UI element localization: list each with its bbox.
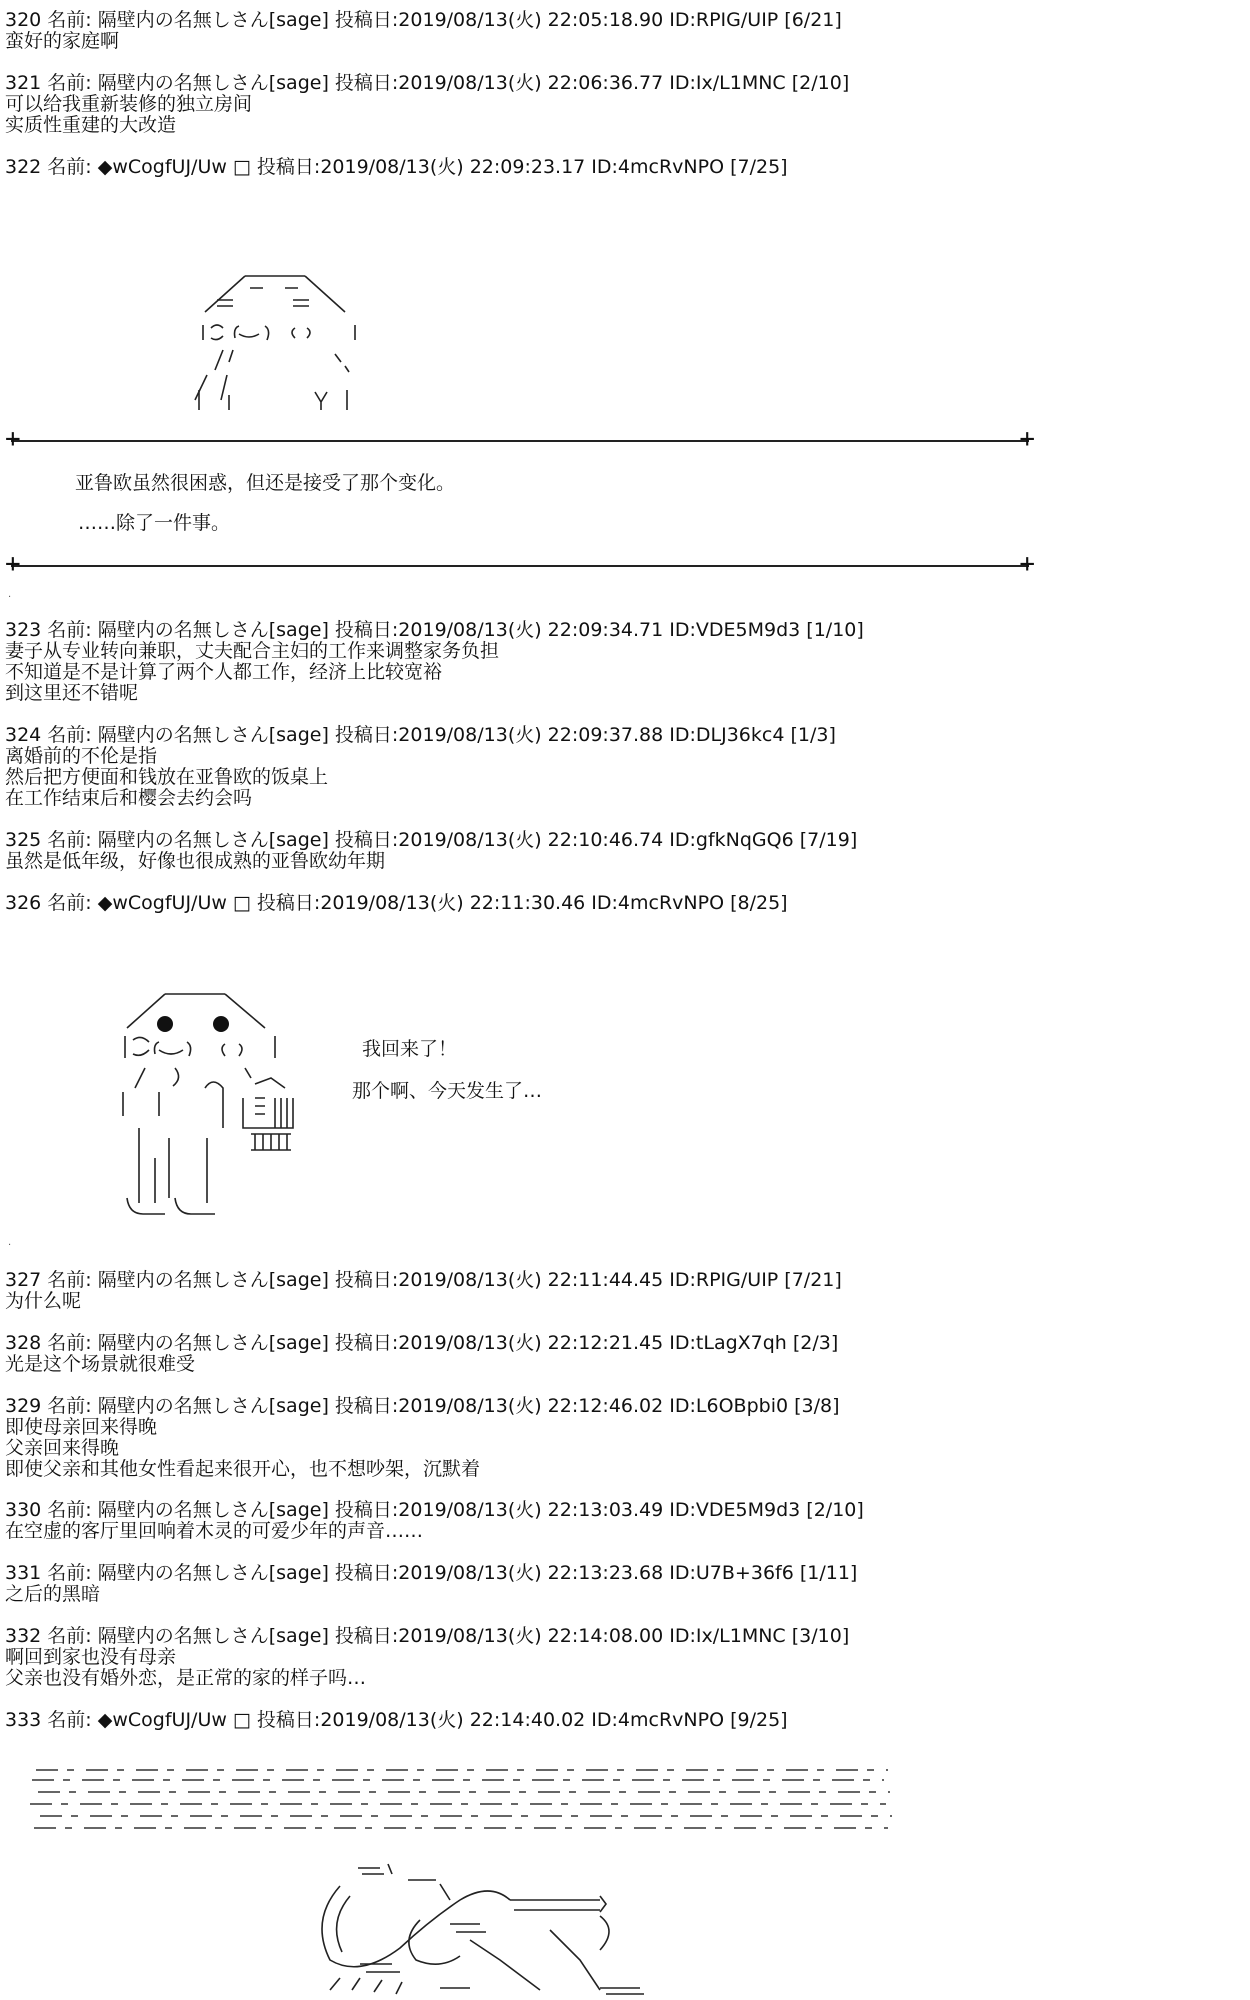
post-325 <box>5 830 857 872</box>
ascii-art-dash-texture <box>28 1762 898 1840</box>
post-header: 329 名前: 隔壁内の名無しさん[sage] 投稿日:2019/08/13(火) 22:12:46.02 ID:L6OBpbi0 [3/8] <box>5 1395 840 1417</box>
post-line: 在空虚的客厅里回响着木灵的可爱少年的声音…… <box>5 1520 424 1542</box>
speech-line: 那个啊、今天发生了… <box>352 1080 543 1102</box>
ascii-art-character-with-bag <box>115 988 315 1228</box>
divider-line: + + <box>5 549 1035 579</box>
post-line: 为什么呢 <box>5 1290 82 1312</box>
post-323 <box>5 620 864 704</box>
post-333 <box>5 1710 788 1731</box>
post-header: 324 名前: 隔壁内の名無しさん[sage] 投稿日:2019/08/13(火) 22:09:37.88 ID:DLJ36kc4 [1/3] <box>5 724 836 746</box>
post-line: 父亲回来得晚 <box>5 1437 120 1459</box>
divider-line: + + <box>5 424 1035 454</box>
ascii-art-ribbon-figure <box>300 1860 660 1998</box>
post-327 <box>5 1270 842 1312</box>
post-line: 蛮好的家庭啊 <box>5 30 120 52</box>
post-header: 321 名前: 隔壁内の名無しさん[sage] 投稿日:2019/08/13(火) 22:06:36.77 ID:Ix/L1MNC [2/10] <box>5 72 850 94</box>
separator-dot: . <box>8 589 12 600</box>
post-line: 到这里还不错呢 <box>5 682 139 704</box>
post-330 <box>5 1500 864 1542</box>
post-line: 在工作结束后和樱会去约会吗 <box>5 787 253 809</box>
post-line: 妻子从专业转向兼职，丈夫配合主妇的工作来调整家务负担 <box>5 640 500 662</box>
post-line: 之后的黑暗 <box>5 1583 101 1605</box>
ascii-art-character <box>185 270 375 420</box>
post-329 <box>5 1396 840 1480</box>
post-line: 实质性重建的大改造 <box>5 114 177 136</box>
post-header: 333 名前: ◆wCogfUJ/Uw □ 投稿日:2019/08/13(火) 22:14:40.02 ID:4mcRvNPO [9/25] <box>5 1709 788 1731</box>
post-332 <box>5 1626 849 1689</box>
post-320 <box>5 10 842 52</box>
post-line: 虽然是低年级，好像也很成熟的亚鲁欧幼年期 <box>5 850 386 872</box>
post-line: 不知道是不是计算了两个人都工作，经济上比较宽裕 <box>5 661 443 683</box>
post-324 <box>5 725 836 809</box>
post-header: 332 名前: 隔壁内の名無しさん[sage] 投稿日:2019/08/13(火) 22:14:08.00 ID:Ix/L1MNC [3/10] <box>5 1625 850 1647</box>
post-header: 322 名前: ◆wCogfUJ/Uw □ 投稿日:2019/08/13(火) 22:09:23.17 ID:4mcRvNPO [7/25] <box>5 156 788 178</box>
narration-line: ……除了一件事。 <box>78 512 231 534</box>
separator-dot: . <box>8 1237 12 1248</box>
post-line: 父亲也没有婚外恋，是正常的家的样子吗… <box>5 1667 367 1689</box>
post-header: 328 名前: 隔壁内の名無しさん[sage] 投稿日:2019/08/13(火) 22:12:21.45 ID:tLagX7qh [2/3] <box>5 1332 839 1354</box>
post-331 <box>5 1563 857 1605</box>
post-line: 即使父亲和其他女性看起来很开心，也不想吵架，沉默着 <box>5 1458 481 1480</box>
post-header: 330 名前: 隔壁内の名無しさん[sage] 投稿日:2019/08/13(火) 22:13:03.49 ID:VDE5M9d3 [2/10] <box>5 1499 864 1521</box>
narration-line: 亚鲁欧虽然很困惑，但还是接受了那个变化。 <box>75 472 456 494</box>
post-322 <box>5 157 788 178</box>
post-328 <box>5 1333 838 1375</box>
post-321 <box>5 73 849 136</box>
speech-line: 我回来了！ <box>362 1038 458 1060</box>
post-header: 331 名前: 隔壁内の名無しさん[sage] 投稿日:2019/08/13(火) 22:13:23.68 ID:U7B+36f6 [1/11] <box>5 1562 858 1584</box>
post-header: 320 名前: 隔壁内の名無しさん[sage] 投稿日:2019/08/13(火) 22:05:18.90 ID:RPIG/UIP [6/21] <box>5 9 842 31</box>
post-line: 啊回到家也没有母亲 <box>5 1646 177 1668</box>
post-line: 即使母亲回来得晚 <box>5 1416 158 1438</box>
post-line: 离婚前的不伦是指 <box>5 745 158 767</box>
post-line: 光是这个场景就很难受 <box>5 1353 196 1375</box>
post-326 <box>5 893 788 914</box>
post-line: 然后把方便面和钱放在亚鲁欧的饭桌上 <box>5 766 329 788</box>
post-header: 325 名前: 隔壁内の名無しさん[sage] 投稿日:2019/08/13(火) 22:10:46.74 ID:gfkNqGQ6 [7/19] <box>5 829 858 851</box>
post-header: 326 名前: ◆wCogfUJ/Uw □ 投稿日:2019/08/13(火) 22:11:30.46 ID:4mcRvNPO [8/25] <box>5 892 788 914</box>
post-line: 可以给我重新装修的独立房间 <box>5 93 253 115</box>
post-header: 323 名前: 隔壁内の名無しさん[sage] 投稿日:2019/08/13(火) 22:09:34.71 ID:VDE5M9d3 [1/10] <box>5 619 864 641</box>
post-header: 327 名前: 隔壁内の名無しさん[sage] 投稿日:2019/08/13(火) 22:11:44.45 ID:RPIG/UIP [7/21] <box>5 1269 842 1291</box>
